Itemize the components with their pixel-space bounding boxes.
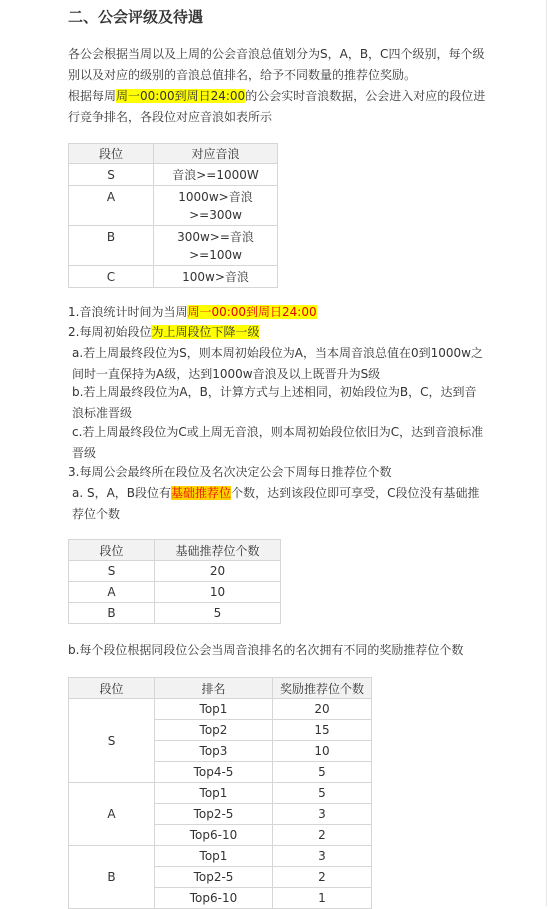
rule3a-highlight: 基础推荐位 <box>171 486 232 500</box>
table1-header-level: 段位 <box>69 144 154 164</box>
table3-cell-rank: Top6-10 <box>155 888 273 909</box>
table3-cell-bonus: 20 <box>273 699 372 720</box>
table3-cell-rank: Top4-5 <box>155 762 273 783</box>
rule1-highlight: 周一00:00到周日24:00 <box>187 305 317 319</box>
table1-cell-range: 100w>音浪 <box>154 266 278 288</box>
intro-paragraph-1: 各公会根据当周以及上周的公会音浪总值划分为S，A，B，C四个级别，每个级别以及对应的级别的音浪总值排名，给予不同数量的推荐位奖励。 <box>68 47 485 82</box>
base-recommend-table <box>68 539 281 624</box>
table3-cell-rank: Top1 <box>155 699 273 720</box>
table2-cell-level: S <box>69 561 155 582</box>
table3-cell-level: S <box>69 699 155 783</box>
table2-cell-count: 20 <box>155 561 281 582</box>
rule3a-after: 个数，达到该段位即可享受，C段位没有基础推荐位个数 <box>72 486 480 521</box>
table3-cell-bonus: 1 <box>273 888 372 909</box>
table1-cell-range: 音浪>=1000W <box>154 164 278 186</box>
table3-cell-rank: Top2 <box>155 720 273 741</box>
table1-cell-range: 300w>=音浪>=100w <box>154 226 278 266</box>
intro-p2-highlight: 周一00:00到周日24:00 <box>116 89 246 103</box>
table3-cell-bonus: 3 <box>273 846 372 867</box>
table3-header-bonus: 奖励推荐位个数 <box>273 678 372 699</box>
table3-cell-bonus: 5 <box>273 783 372 804</box>
rule-3a <box>68 483 488 525</box>
table3-cell-bonus: 5 <box>273 762 372 783</box>
table3-cell-level: A <box>69 783 155 846</box>
rule-2a: a.若上周最终段位为S，则本周初始段位为A，当本周音浪总值在0到1000w之间时一直保持为A级，达到1000w音浪及以上既晋升为S级 <box>72 346 483 381</box>
rule-b: b.每个段位根据同段位公会当周音浪排名的名次拥有不同的奖励推荐位个数 <box>68 643 464 657</box>
table3-cell-rank: Top1 <box>155 783 273 804</box>
intro-p2-before: 根据每周 <box>68 89 117 103</box>
table2-cell-count: 5 <box>155 603 281 624</box>
table3-cell-rank: Top1 <box>155 846 273 867</box>
level-threshold-table <box>68 143 278 288</box>
table1-cell-level: C <box>69 266 154 288</box>
table3-header-rank: 排名 <box>155 678 273 699</box>
rule2-highlight: 为上周段位下降一级 <box>151 325 260 339</box>
table3-cell-bonus: 15 <box>273 720 372 741</box>
rule-2c: c.若上周最终段位为C或上周无音浪，则本周初始段位依旧为C，达到音浪标准晋级 <box>72 425 484 460</box>
table1-cell-level: B <box>69 226 154 266</box>
table3-cell-bonus: 2 <box>273 825 372 846</box>
section-heading: 二、公会评级及待遇 <box>68 8 204 26</box>
table3-cell-level: B <box>69 846 155 909</box>
table2-header-level: 段位 <box>69 540 155 561</box>
rule2-before: 2.每周初始段位 <box>68 325 152 339</box>
table3-header-level: 段位 <box>69 678 155 699</box>
table3-cell-rank: Top2-5 <box>155 804 273 825</box>
rule1-before: 1.音浪统计时间为当周 <box>68 305 188 319</box>
table3-cell-bonus: 10 <box>273 741 372 762</box>
intro-paragraph-2 <box>68 86 488 128</box>
rule-2b: b.若上周最终段位为A，B，计算方式与上述相同，初始段位为B，C，达到音浪标准晋级 <box>72 385 477 420</box>
rule-2 <box>68 322 488 343</box>
rule3a-before: a. S，A，B段位有 <box>72 486 172 500</box>
intro-p2-after: 的公会实时音浪数据，公会进入对应的段位进行竞争排名，各段位对应音浪如表所示 <box>68 89 486 124</box>
table3-cell-bonus: 2 <box>273 867 372 888</box>
rule-3: 3.每周公会最终所在段位及名次决定公会下周每日推荐位个数 <box>68 465 392 479</box>
table1-cell-range: 1000w>音浪>=300w <box>154 186 278 226</box>
table2-cell-level: B <box>69 603 155 624</box>
table1-header-range: 对应音浪 <box>154 144 278 164</box>
bonus-recommend-table <box>68 677 372 909</box>
table2-header-count: 基础推荐位个数 <box>155 540 281 561</box>
table1-cell-level: S <box>69 164 154 186</box>
table3-cell-rank: Top2-5 <box>155 867 273 888</box>
table3-cell-bonus: 3 <box>273 804 372 825</box>
table3-cell-rank: Top3 <box>155 741 273 762</box>
table2-cell-count: 10 <box>155 582 281 603</box>
table1-cell-level: A <box>69 186 154 226</box>
table3-cell-rank: Top6-10 <box>155 825 273 846</box>
table2-cell-level: A <box>69 582 155 603</box>
rule-1 <box>68 302 488 323</box>
